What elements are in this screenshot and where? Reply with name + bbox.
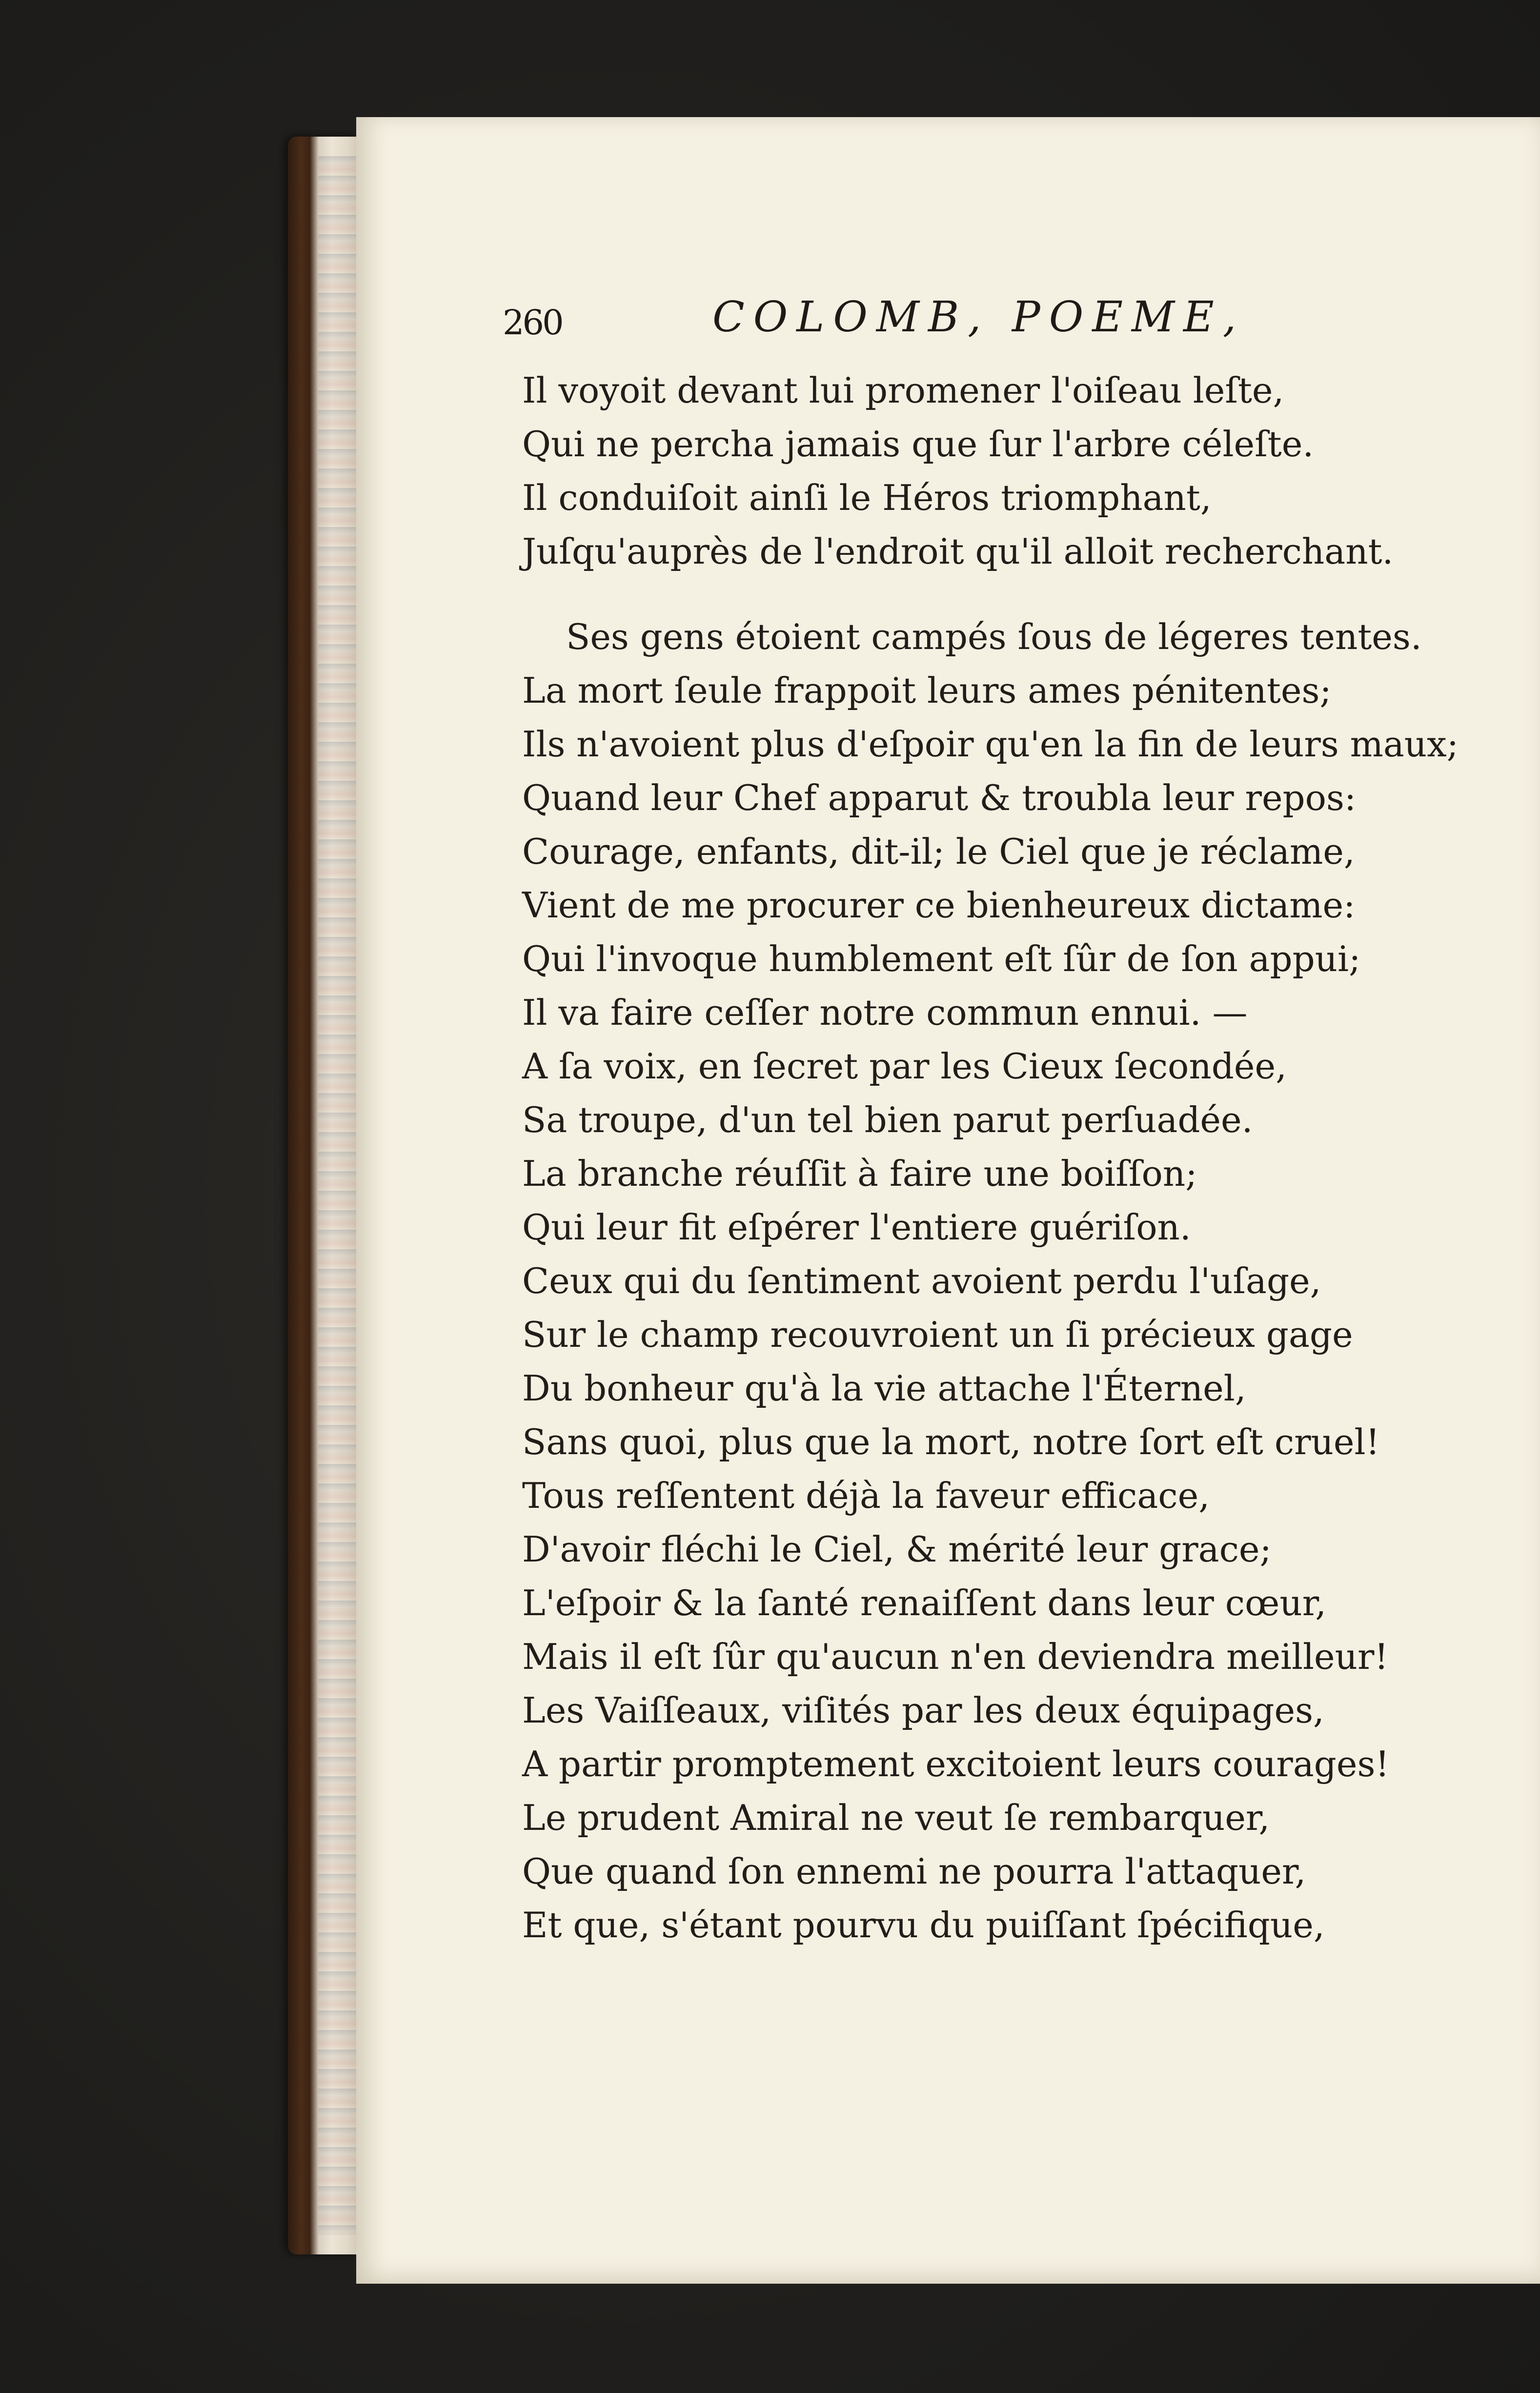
verse-line: Que quand ſon ennemi ne pourra l'attaquer, [522,1851,1306,1892]
verse-line: Tous reſſentent déjà la faveur efficace, [522,1475,1210,1516]
verse-line: Sa troupe, d'un tel bien parut perſuadée. [522,1099,1253,1140]
stanza-2 [522,610,1498,1952]
verse-line: Mais il eſt ſûr qu'aucun n'en deviendra meilleur! [522,1636,1389,1677]
verse-line: Ils n'avoient plus d'eſpoir qu'en la fin de leurs maux; [522,724,1459,765]
verse-line: A partir promptement excitoient leurs courages! [522,1744,1390,1785]
verse-line: Les Vaiſſeaux, viſités par les deux équipages, [522,1690,1324,1731]
running-title: COLOMB, POEME, [712,293,1245,342]
page-number: 260 [503,303,562,343]
book-spine-edge [288,137,361,2254]
verse-line: Du bonheur qu'à la vie attache l'Éternel, [522,1368,1246,1409]
verse-line: Ceux qui du ſentiment avoient perdu l'uſage, [522,1260,1321,1301]
verse-line: Le prudent Amiral ne veut ſe rembarquer, [522,1797,1270,1838]
verse-line: La mort ſeule frappoit leurs ames pénitentes; [522,670,1332,711]
verse-line: Qui ne percha jamais que ſur l'arbre céleſte. [522,424,1314,465]
verse-line: Ses gens étoient campés ſous de légeres tentes. [566,616,1422,657]
verse-line: Qui leur fit eſpérer l'entiere guériſon. [522,1207,1191,1248]
verse-line: Courage, enfants, dit-il; le Ciel que je réclame, [522,831,1355,872]
verse-line: Qui l'invoque humblement eſt ſûr de ſon appui; [522,938,1361,979]
running-head [503,293,1332,346]
verse-line: Juſqu'auprès de l'endroit qu'il alloit recherchant. [522,531,1394,572]
verse-line: Et que, s'étant pourvu du puiſſant ſpécifique, [522,1905,1325,1946]
verse-line: La branche réuſſit à faire une boiſſon; [522,1153,1197,1194]
verse-line: A ſa voix, en ſecret par les Cieux ſecondée, [522,1046,1287,1087]
verse-line: Vient de me procurer ce bienheureux dictame: [522,885,1356,926]
verse-line: Sur le champ recouvroient un ſi précieux gage [522,1314,1353,1355]
verse-line: L'eſpoir & la ſanté renaiſſent dans leur cœur, [522,1582,1327,1623]
verse-line: Il voyoit devant lui promener l'oiſeau leſte, [522,370,1284,411]
stanza-1 [522,364,1498,578]
verse-line: Il conduiſoit ainſi le Héros triomphant, [522,477,1212,518]
verse-line: Quand leur Chef apparut & troubla leur repos: [522,777,1357,818]
verse-line: Sans quoi, plus que la mort, notre ſort eſt cruel! [522,1421,1380,1462]
verse-line: Il va faire ceſſer notre commun ennui. — [522,992,1248,1033]
verse-line: D'avoir fléchi le Ciel, & mérité leur grace; [522,1529,1272,1570]
